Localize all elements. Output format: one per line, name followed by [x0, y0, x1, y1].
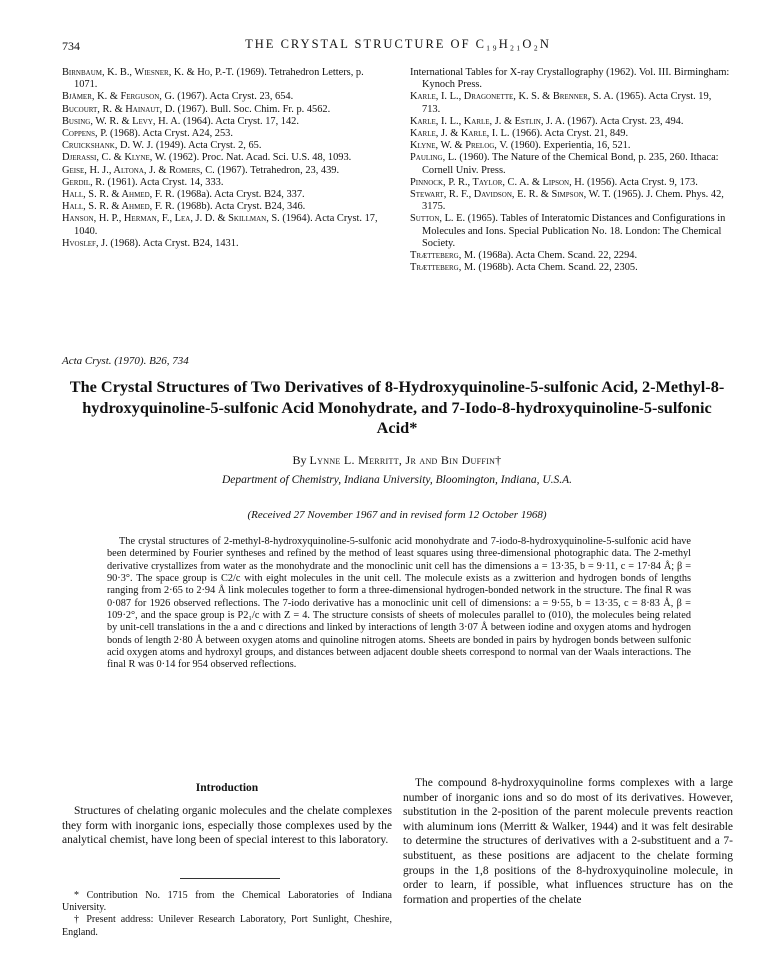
- references-section: [62, 67, 732, 274]
- section-heading-introduction: Introduction: [195, 782, 259, 794]
- reference-entry: Gerdil, R. (1961). Acta Cryst. 14, 333.: [62, 176, 224, 188]
- page-number: 734: [62, 39, 80, 53]
- journal-citation: Acta Cryst. (1970). B26, 734: [62, 355, 189, 367]
- reference-entry: Trætteberg, M. (1968b). Acta Chem. Scand. 22, 2305.: [410, 262, 638, 274]
- reference-entry: Pinnock, P. R., Taylor, C. A. & Lipson, H. (1956). Acta Cryst. 9, 173.: [410, 176, 698, 188]
- abstract-text: The crystal structures of 2-methyl-8-hydroxyquinoline-5-sulfonic acid monohydrate and 7-iodo-8-hydroxyquinoline-5-sulfonic acid have been determined by Fourier syntheses and refined by the method of least squares using three-dimensional photographic data. The 2-methyl derivative crystallizes from water as the monohydrate and the monoclinic unit cell has the dimensions a = 13·35, b = 9·11, c = 17·84 Å; β = 90·3°. The space group is C2/c with eight molecules in the unit cell. The molecule exists as a zwitterion and hydrogen bonds of lengths ranging from 2·65 to 2·94 Å link molecules together to form a three-dimensional hydrogen-bonded network in the structure. The final R was 0·087 for 1926 observed reflections. The 7-iodo derivative has a monoclinic unit cell of dimensions: a = 9·55, b = 13·35, c = 8·83 Å, β = 109·2°, and the space group is P2₁/c with Z = 4. The structure consists of sheets of molecules parallel to (010), the molecules being related by unit-cell translations in the a and c directions and linked by interactions of length 3·07 Å between iodine and oxygen atoms and hydrogen bonds of length 2·80 Å between oxygen atoms and quinoline nitrogen atoms. Sheets are bonded in pairs by hydrogen bonds between sulfonic acid oxygen atoms and hydroxyl groups, and distances between adjacent double sheets correspond to normal van der Waals interactions. The final R was 0·14 for 954 observed reflections.: [107, 536, 691, 671]
- references-right-column: [410, 67, 732, 274]
- footnote-divider: [180, 878, 280, 879]
- reference-entry: Hanson, H. P., Herman, F., Lea, J. D. & Skillman, S. (1964). Acta Cryst. 17, 1040.: [62, 213, 378, 237]
- authors-names: Lynne L. Merritt, Jr and Bin Duffin†: [309, 453, 502, 467]
- reference-entry: Karle, I. L., Karle, J. & Estlin, J. A. (1967). Acta Cryst. 23, 494.: [410, 115, 684, 127]
- reference-entry: Hall, S. R. & Ahmed, F. R. (1968b). Acta Cryst. B24, 346.: [62, 201, 306, 213]
- reference-entry: International Tables for X-ray Crystallography (1962). Vol. III. Birmingham: Kynoch Press.: [410, 67, 730, 91]
- references-left-column: [62, 67, 384, 274]
- intro-paragraph-right: The compound 8-hydroxyquinoline forms complexes with a large number of inorganic ions and so do most of its derivatives. However, substitution in the 2-position of the parent molecule prevents reaction with aluminum ions (Merritt & Walker, 1944) and it was felt desirable to determine the structures of derivatives with a 2-substituent and a 7-substituent, as these positions are adjacent to the chelate forming groups in the 1,8 positions of the 8-hydroxyquinoline molecule, in order to learn, if possible, what influences structure has on the formation and properties of the chelate: [403, 777, 733, 906]
- footnotes: [62, 890, 392, 939]
- reference-entry: Birnbaum, K. B., Wiesner, K. & Ho, P.-T. (1969). Tetrahedron Letters, p. 1071.: [62, 67, 364, 91]
- reference-entry: Stewart, R. F., Davidson, E. R. & Simpson, W. T. (1965). J. Chem. Phys. 42, 3175.: [410, 189, 724, 213]
- reference-entry: Coppens, P. (1968). Acta Cryst. A24, 253.: [62, 128, 233, 140]
- received-date: (Received 27 November 1967 and in revised form 12 October 1968): [247, 509, 547, 521]
- body-text-right: [403, 776, 733, 907]
- reference-entry: Klyne, W. & Prelog, V. (1960). Experientia, 16, 521.: [410, 140, 631, 152]
- article-title: The Crystal Structures of Two Derivatives of 8-Hydroxyquinoline-5-sulfonic Acid, 2-Methyl-8-hydroxyquinoline-5-sulfonic Acid Monohydrate, and 7-Iodo-8-hydroxyquinoline-5-sulfonic Acid*: [69, 377, 725, 437]
- footnote-1: * Contribution No. 1715 from the Chemical Laboratories of Indiana University.: [62, 890, 392, 914]
- reference-entry: Geise, H. J., Altona, J. & Romers, C. (1967). Tetrahedron, 23, 439.: [62, 164, 340, 176]
- reference-entry: Sutton, L. E. (1965). Tables of Interatomic Distances and Configurations in Molecules and Ions. Special Publication No. 18. London: The Chemical Society.: [410, 213, 726, 249]
- author-affiliation: Department of Chemistry, Indiana University, Bloomington, Indiana, U.S.A.: [221, 474, 573, 486]
- article-authors: [62, 453, 732, 468]
- reference-entry: Bjåmer, K. & Ferguson, G. (1967). Acta Cryst. 23, 654.: [62, 91, 294, 103]
- reference-entry: Karle, J. & Karle, I. L. (1966). Acta Cryst. 21, 849.: [410, 128, 629, 140]
- body-text-left: [62, 804, 392, 848]
- abstract: [107, 536, 691, 672]
- intro-paragraph-left: Structures of chelating organic molecules and the chelate complexes they form with inorganic ions, especially those complexes used by the analytical chemist, have long been of special interest to this laboratory.: [62, 805, 392, 847]
- authors-prefix: By: [292, 453, 310, 467]
- footnote-2: † Present address: Unilever Research Laboratory, Port Sunlight, Cheshire, England.: [62, 914, 392, 938]
- reference-entry: Hvoslef, J. (1968). Acta Cryst. B24, 1431.: [62, 237, 239, 249]
- reference-entry: Karle, I. L., Dragonette, K. S. & Brenner, S. A. (1965). Acta Cryst. 19, 713.: [410, 91, 712, 115]
- reference-entry: Pauling, L. (1960). The Nature of the Chemical Bond, p. 235, 260. Ithaca: Cornell Univ. Press.: [410, 152, 719, 176]
- reference-entry: Trætteberg, M. (1968a). Acta Chem. Scand. 22, 2294.: [410, 250, 638, 262]
- reference-entry: Cruickshank, D. W. J. (1949). Acta Cryst. 2, 65.: [62, 140, 262, 152]
- reference-entry: Djerassi, C. & Klyne, W. (1962). Proc. Nat. Acad. Sci. U.S. 48, 1093.: [62, 152, 352, 164]
- page-header: [62, 37, 734, 57]
- reference-entry: Bucourt, R. & Hainaut, D. (1967). Bull. Soc. Chim. Fr. p. 4562.: [62, 103, 331, 115]
- reference-entry: Hall, S. R. & Ahmed, F. R. (1968a). Acta Cryst. B24, 337.: [62, 189, 305, 201]
- reference-entry: Busing, W. R. & Levy, H. A. (1964). Acta Cryst. 17, 142.: [62, 115, 299, 127]
- running-title: THE CRYSTAL STRUCTURE OF C₁₉H₂₁O₂N: [245, 37, 551, 51]
